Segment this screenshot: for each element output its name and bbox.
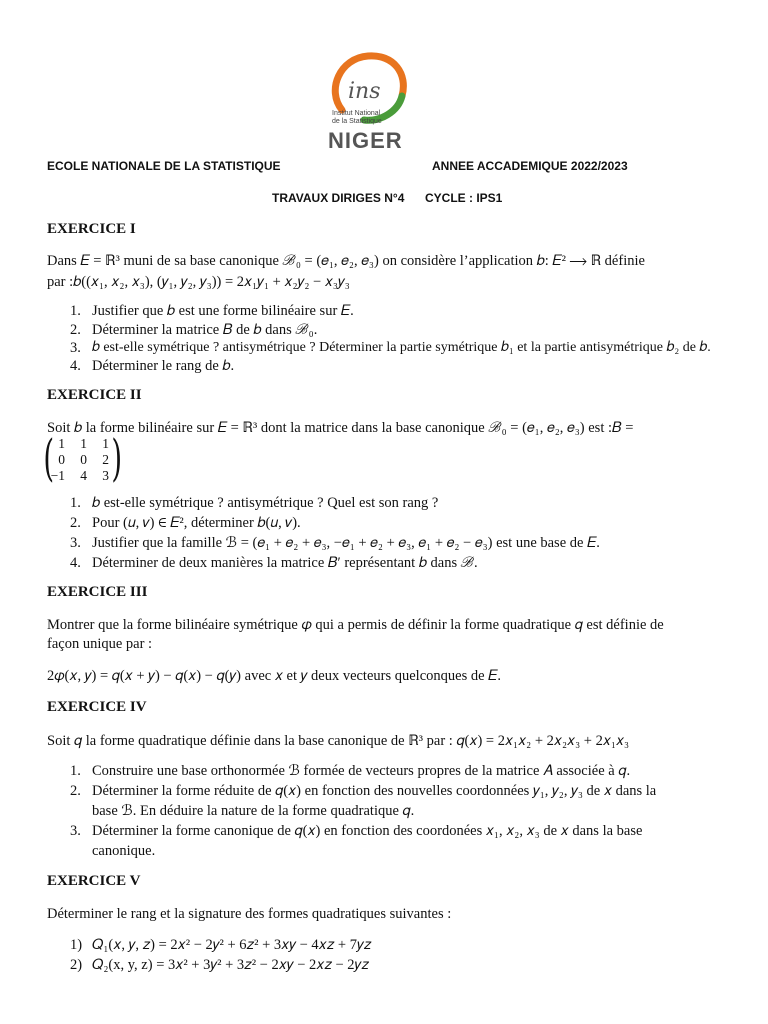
list-item: Déterminer la forme réduite de 𝑞(𝑥) en fonction des nouvelles coordonnées 𝑦₁, 𝑦₂, 𝑦₃ de 𝑥 dans la [92, 783, 657, 799]
exercise-3-line1: Montrer que la forme bilinéaire symétrique 𝜑 qui a permis de définir la forme quadratique 𝑞 est définie de [47, 617, 664, 633]
list-item-number: 4. [70, 358, 81, 374]
matrix-cell: 1 [58, 436, 65, 451]
list-item-continuation: canonique. [92, 843, 156, 859]
list-item: 𝑄₂(x, y, z) = 3𝑥² + 3𝑦² + 3𝑧² − 2𝑥𝑦 − 2𝑥𝑧 − 2𝑦𝑧 [92, 957, 369, 973]
list-item: Pour (𝑢, 𝑣) ∈ 𝐸², déterminer 𝑏(𝑢, 𝑣). [92, 515, 301, 531]
list-item: Déterminer la matrice 𝐵 de 𝑏 dans ℬ₀. [92, 322, 318, 338]
matrix-cell: 2 [102, 452, 109, 467]
matrix-cell: 1 [102, 436, 109, 451]
exercise-2-intro: Soit 𝑏 la forme bilinéaire sur 𝐸 = ℝ³ dont la matrice dans la base canonique ℬ₀ = (𝑒₁, 𝑒₂, 𝑒₃) est :𝐵 = [47, 420, 634, 436]
list-item: 𝑏 est-elle symétrique ? antisymétrique ? Déterminer la partie symétrique 𝑏₁ et la partie antisymétrique 𝑏₂ de 𝑏. [92, 340, 711, 355]
exercise-1-intro-line1: Dans 𝐸 = ℝ³ muni de sa base canonique ℬ₀ = (𝑒₁, 𝑒₂, 𝑒₃) on considère l’application 𝑏: 𝐸² ⟶ ℝ définie [47, 253, 645, 269]
exercise-1-intro-line2: par :𝑏((𝑥₁, 𝑥₂, 𝑥₃), (𝑦₁, 𝑦₂, 𝑦₃)) = 2𝑥₁𝑦₁ + 𝑥₂𝑦₂ − 𝑥₃𝑦₃ [47, 274, 350, 290]
logo-org-line1: Institut National [332, 110, 381, 117]
matrix-cell: 0 [80, 452, 87, 467]
list-item: 𝑏 est-elle symétrique ? antisymétrique ? Quel est son rang ? [92, 495, 439, 511]
matrix-cell: −1 [50, 468, 65, 483]
matrix-cell: 3 [102, 468, 109, 483]
list-item-number: 1. [70, 763, 81, 779]
list-item: Déterminer de deux manières la matrice 𝐵′ représentant 𝑏 dans ℬ. [92, 555, 478, 571]
td-number: TRAVAUX DIRIGES N°4 [272, 191, 405, 205]
list-item-number: 2. [70, 515, 81, 531]
list-item: Déterminer le rang de 𝑏. [92, 358, 235, 374]
list-item: Justifier que 𝑏 est une forme bilinéaire sur 𝐸. [92, 303, 354, 319]
exercise-1-title: EXERCICE I [47, 221, 136, 237]
list-item: Justifier que la famille ℬ = (𝑒₁ + 𝑒₂ + 𝑒₃, −𝑒₁ + 𝑒₂ + 𝑒₃, 𝑒₁ + 𝑒₂ − 𝑒₃) est une base de 𝐸. [92, 535, 600, 551]
exercise-3-line2: façon unique par : [47, 636, 153, 652]
matrix-right-paren: ) [111, 429, 123, 487]
list-item-number: 1. [70, 303, 81, 319]
list-item-number: 4. [70, 555, 81, 571]
exercise-4-title: EXERCICE IV [47, 699, 147, 715]
academic-year: ANNEE ACCADEMIQUE 2022/2023 [432, 159, 628, 173]
list-item-number: 2. [70, 322, 81, 338]
matrix-cell: 4 [80, 468, 87, 483]
list-item: 𝑄₁(𝑥, 𝑦, 𝑧) = 2𝑥² − 2𝑦² + 6𝑧² + 3𝑥𝑦 − 4𝑥𝑧 + 7𝑦𝑧 [92, 937, 372, 953]
matrix-left-paren: ( [43, 429, 55, 487]
exercise-5-intro: Déterminer le rang et la signature des formes quadratiques suivantes : [47, 906, 452, 922]
cycle: CYCLE : IPS1 [425, 191, 503, 205]
list-item-number: 3. [70, 340, 81, 356]
list-item-number: 1. [70, 495, 81, 511]
matrix-cell: 0 [58, 452, 65, 467]
svg-text:ins: ins [348, 79, 381, 104]
ins-niger-logo [322, 50, 418, 160]
school-name: ECOLE NATIONALE DE LA STATISTIQUE [47, 159, 281, 173]
list-item: Déterminer la forme canonique de 𝑞(𝑥) en fonction des coordonées 𝑥₁, 𝑥₂, 𝑥₃ de 𝑥 dans la base [92, 823, 643, 839]
exercise-5-title: EXERCICE V [47, 873, 141, 889]
list-item-number: 1) [70, 937, 83, 953]
logo-country: NIGER [328, 128, 403, 153]
list-item: Construire une base orthonormée ℬ formée de vecteurs propres de la matrice 𝐴 associée à 𝑞. [92, 763, 631, 779]
logo-org-line2: de la Statistique [332, 118, 382, 125]
exercise-2-title: EXERCICE II [47, 387, 142, 403]
list-item-continuation: base ℬ. En déduire la nature de la forme quadratique 𝑞. [92, 803, 415, 819]
list-item-number: 3. [70, 535, 81, 551]
exercise-3-title: EXERCICE III [47, 584, 148, 600]
list-item-number: 2. [70, 783, 81, 799]
matrix-cell: 1 [80, 436, 87, 451]
logo-org-name [332, 110, 382, 126]
list-item-number: 2) [70, 957, 83, 973]
exercise-3-formula: 2𝜑(𝑥, 𝑦) = 𝑞(𝑥 + 𝑦) − 𝑞(𝑥) − 𝑞(𝑦) avec 𝑥 et 𝑦 deux vecteurs quelconques de 𝐸. [47, 668, 501, 684]
exercise-4-intro: Soit 𝑞 la forme quadratique définie dans la base canonique de ℝ³ par : 𝑞(𝑥) = 2𝑥₁𝑥₂ + 2𝑥₂𝑥₃ + 2𝑥₁𝑥₃ [47, 733, 630, 749]
list-item-number: 3. [70, 823, 81, 839]
